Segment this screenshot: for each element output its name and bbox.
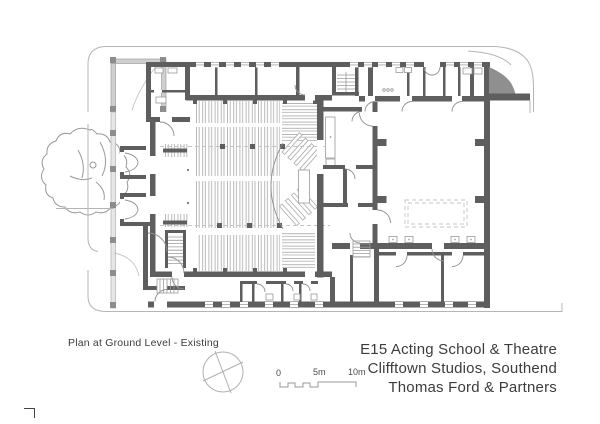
scale-label-ten: 10m (348, 367, 366, 377)
corner-crop-mark (24, 408, 35, 418)
drawing-caption: Plan at Ground Level - Existing (68, 337, 219, 349)
studio-hall-marking (405, 200, 467, 227)
west-colonnade (110, 112, 116, 308)
building-walls (120, 62, 530, 308)
scale-label-zero: 0 (276, 368, 282, 378)
architect-name: Thomas Ford & Partners (388, 379, 557, 396)
radiator-boxes (389, 237, 475, 243)
tree (41, 128, 129, 215)
north-compass-icon (203, 351, 243, 393)
scale-label-five: 5m (313, 367, 326, 377)
scale-bar (280, 382, 356, 387)
title-block (360, 340, 557, 397)
project-title: E15 Acting School & Theatre (360, 341, 557, 358)
project-location: Clifftown Studios, Southend (367, 360, 557, 377)
